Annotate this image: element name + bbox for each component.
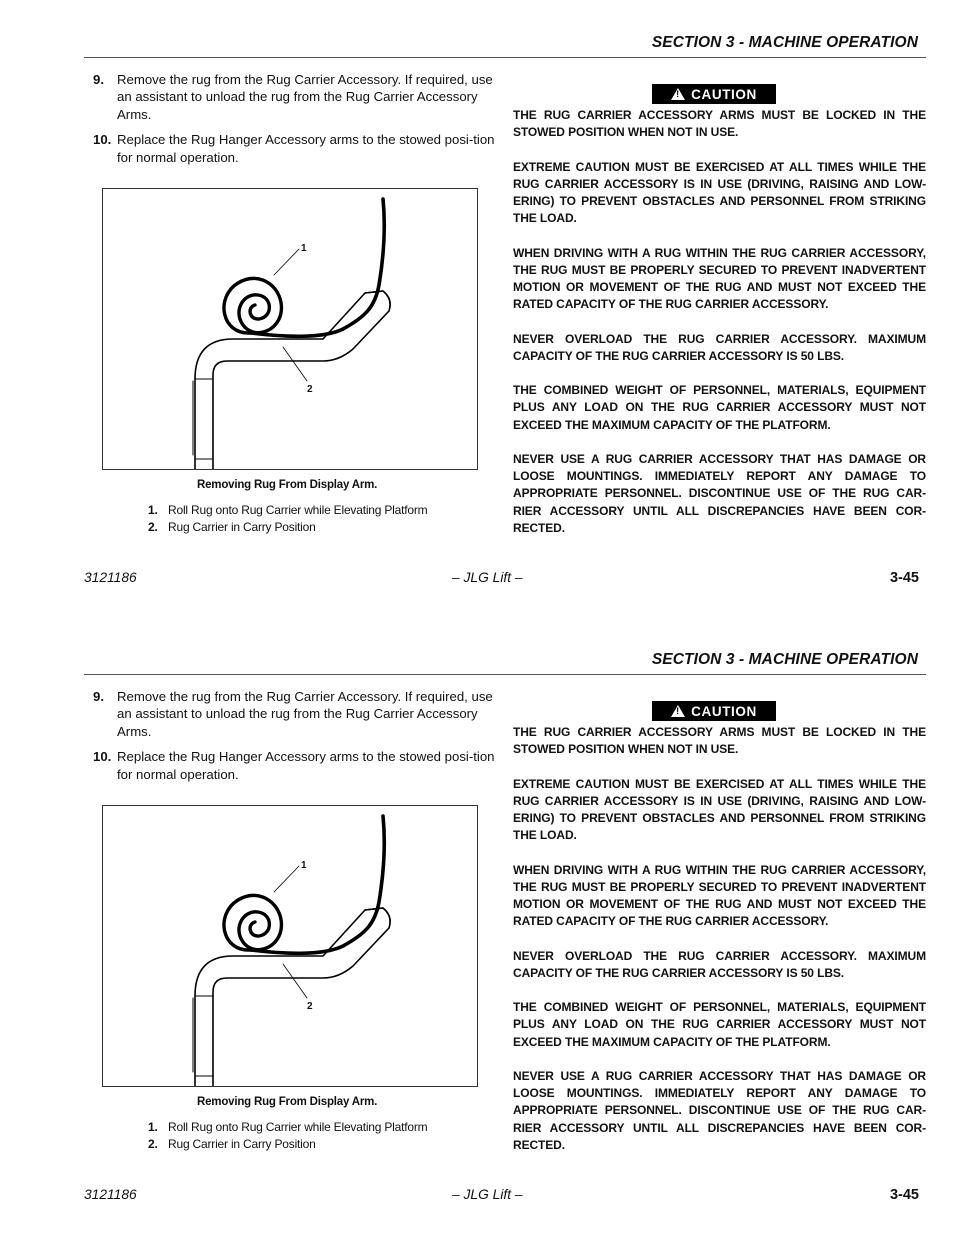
caution-paragraph: EXTREME CAUTION MUST BE EXERCISED AT ALL TIMES WHILE THE RUG CARRIER ACCESSORY IS IN USE (DRIVING, RAISING AND LOW-ERING) TO PREVENT OBSTACLES AND PERSONNEL FROM STRIKING THE LOAD.: [513, 776, 926, 843]
step-number: 9.: [93, 72, 104, 87]
step-text: Replace the Rug Hanger Accessory arms to the stowed posi-tion for normal operation.: [117, 132, 495, 165]
figure-legend: [148, 1119, 427, 1154]
figure-caption: Removing Rug From Display Arm.: [197, 1096, 378, 1108]
caution-label: CAUTION: [691, 703, 757, 719]
rug-carrier-figure: [102, 188, 478, 470]
footer-brand: – JLG Lift –: [452, 570, 523, 585]
manual-page-bottom: [0, 617, 954, 1234]
step-item: [84, 748, 498, 783]
caution-paragraph: NEVER OVERLOAD THE RUG CARRIER ACCESSORY. MAXIMUM CAPACITY OF THE RUG CARRIER ACCESSORY IS 50 LBS.: [513, 948, 926, 980]
rug-carrier-illustration: [103, 189, 477, 469]
step-item: [84, 71, 498, 123]
manual-page-top: [0, 0, 954, 617]
caution-paragraph: THE RUG CARRIER ACCESSORY ARMS MUST BE LOCKED IN THE STOWED POSITION WHEN NOT IN USE.: [513, 725, 926, 757]
footer-brand: – JLG Lift –: [452, 1187, 523, 1202]
legend-item: [148, 1119, 427, 1136]
caution-text-block: [513, 724, 926, 1171]
page-number: 3-45: [889, 570, 919, 586]
caution-paragraph: EXTREME CAUTION MUST BE EXERCISED AT ALL TIMES WHILE THE RUG CARRIER ACCESSORY IS IN USE (DRIVING, RAISING AND LOW-ERING) TO PREVENT OBSTACLES AND PERSONNEL FROM STRIKING THE LOAD.: [513, 159, 926, 226]
legend-number: 1.: [148, 503, 158, 517]
caution-badge: [652, 84, 776, 104]
legend-item: [148, 502, 427, 519]
legend-text: Rug Carrier in Carry Position: [168, 520, 316, 535]
procedure-steps: [84, 71, 498, 174]
callout-2: 2: [307, 1001, 313, 1012]
caution-badge: [652, 701, 776, 721]
step-text: Remove the rug from the Rug Carrier Accessory. If required, use an assistant to unload the rug from the Rug Carrier Accessory Arms.: [117, 689, 493, 739]
caution-paragraph: THE COMBINED WEIGHT OF PERSONNEL, MATERIALS, EQUIPMENT PLUS ANY LOAD ON THE RUG CARRIER ACCESSORY MUST NOT EXCEED THE MAXIMUM CAPACITY OF THE PLATFORM.: [513, 383, 926, 432]
legend-number: 2.: [148, 520, 158, 535]
step-item: [84, 131, 498, 166]
step-number: 9.: [93, 689, 104, 704]
rug-carrier-figure: [102, 805, 478, 1087]
callout-1: 1: [301, 243, 307, 254]
page-number: 3-45: [889, 1187, 919, 1203]
doc-number: 3121186: [84, 1187, 137, 1202]
caution-paragraph: NEVER OVERLOAD THE RUG CARRIER ACCESSORY. MAXIMUM CAPACITY OF THE RUG CARRIER ACCESSORY IS 50 LBS.: [513, 331, 926, 363]
section-title: SECTION 3 - MACHINE OPERATION: [651, 34, 918, 51]
caution-paragraph: WHEN DRIVING WITH A RUG WITHIN THE RUG CARRIER ACCESSORY, THE RUG MUST BE PROPERLY SECURED TO PREVENT INADVERTENT MOTION OR MOVEMENT OF THE RUG AND MUST NOT EXCEED THE RATED CAPACITY OF THE RUG CARRIER ACCESSORY.: [513, 245, 926, 312]
warning-triangle-icon: !: [671, 88, 685, 100]
doc-number: 3121186: [84, 570, 137, 585]
procedure-steps: [84, 688, 498, 791]
legend-text: Rug Carrier in Carry Position: [168, 1137, 316, 1152]
legend-number: 1.: [148, 1120, 158, 1134]
caution-paragraph: THE COMBINED WEIGHT OF PERSONNEL, MATERIALS, EQUIPMENT PLUS ANY LOAD ON THE RUG CARRIER ACCESSORY MUST NOT EXCEED THE MAXIMUM CAPACITY OF THE PLATFORM.: [513, 1000, 926, 1049]
caution-paragraph: WHEN DRIVING WITH A RUG WITHIN THE RUG CARRIER ACCESSORY, THE RUG MUST BE PROPERLY SECURED TO PREVENT INADVERTENT MOTION OR MOVEMENT OF THE RUG AND MUST NOT EXCEED THE RATED CAPACITY OF THE RUG CARRIER ACCESSORY.: [513, 862, 926, 929]
step-text: Remove the rug from the Rug Carrier Accessory. If required, use an assistant to unload the rug from the Rug Carrier Accessory Arms.: [117, 72, 493, 122]
callout-2: 2: [307, 384, 313, 395]
step-text: Replace the Rug Hanger Accessory arms to the stowed posi-tion for normal operation.: [117, 749, 495, 782]
figure-caption: Removing Rug From Display Arm.: [197, 479, 378, 491]
step-item: [84, 688, 498, 740]
caution-text-block: [513, 107, 926, 554]
header-rule: [84, 57, 926, 58]
step-number: 10.: [93, 132, 112, 148]
warning-triangle-icon: !: [671, 705, 685, 717]
caution-label: CAUTION: [691, 86, 757, 102]
callout-1: 1: [301, 860, 307, 871]
rug-carrier-illustration: [103, 806, 477, 1086]
legend-item: [148, 1136, 427, 1153]
legend-text: Roll Rug onto Rug Carrier while Elevating Platform: [168, 503, 428, 517]
figure-legend: [148, 502, 427, 537]
caution-paragraph: NEVER USE A RUG CARRIER ACCESSORY THAT HAS DAMAGE OR LOOSE MOUNTINGS. IMMEDIATELY REPORT ANY DAMAGE TO APPROPRIATE PERSONNEL. DISCONTINUE USE OF THE RUG CAR-RIER ACCESSORY UNTIL ALL DISCREPANCIES HAVE BEEN COR-RECTED.: [513, 451, 926, 535]
legend-item: [148, 519, 427, 536]
section-title: SECTION 3 - MACHINE OPERATION: [651, 651, 918, 668]
legend-number: 2.: [148, 1137, 158, 1152]
step-number: 10.: [93, 749, 112, 765]
header-rule: [84, 674, 926, 675]
legend-text: Roll Rug onto Rug Carrier while Elevating Platform: [168, 1120, 428, 1134]
caution-paragraph: NEVER USE A RUG CARRIER ACCESSORY THAT HAS DAMAGE OR LOOSE MOUNTINGS. IMMEDIATELY REPORT ANY DAMAGE TO APPROPRIATE PERSONNEL. DISCONTINUE USE OF THE RUG CAR-RIER ACCESSORY UNTIL ALL DISCREPANCIES HAVE BEEN COR-RECTED.: [513, 1068, 926, 1152]
caution-paragraph: THE RUG CARRIER ACCESSORY ARMS MUST BE LOCKED IN THE STOWED POSITION WHEN NOT IN USE.: [513, 108, 926, 140]
